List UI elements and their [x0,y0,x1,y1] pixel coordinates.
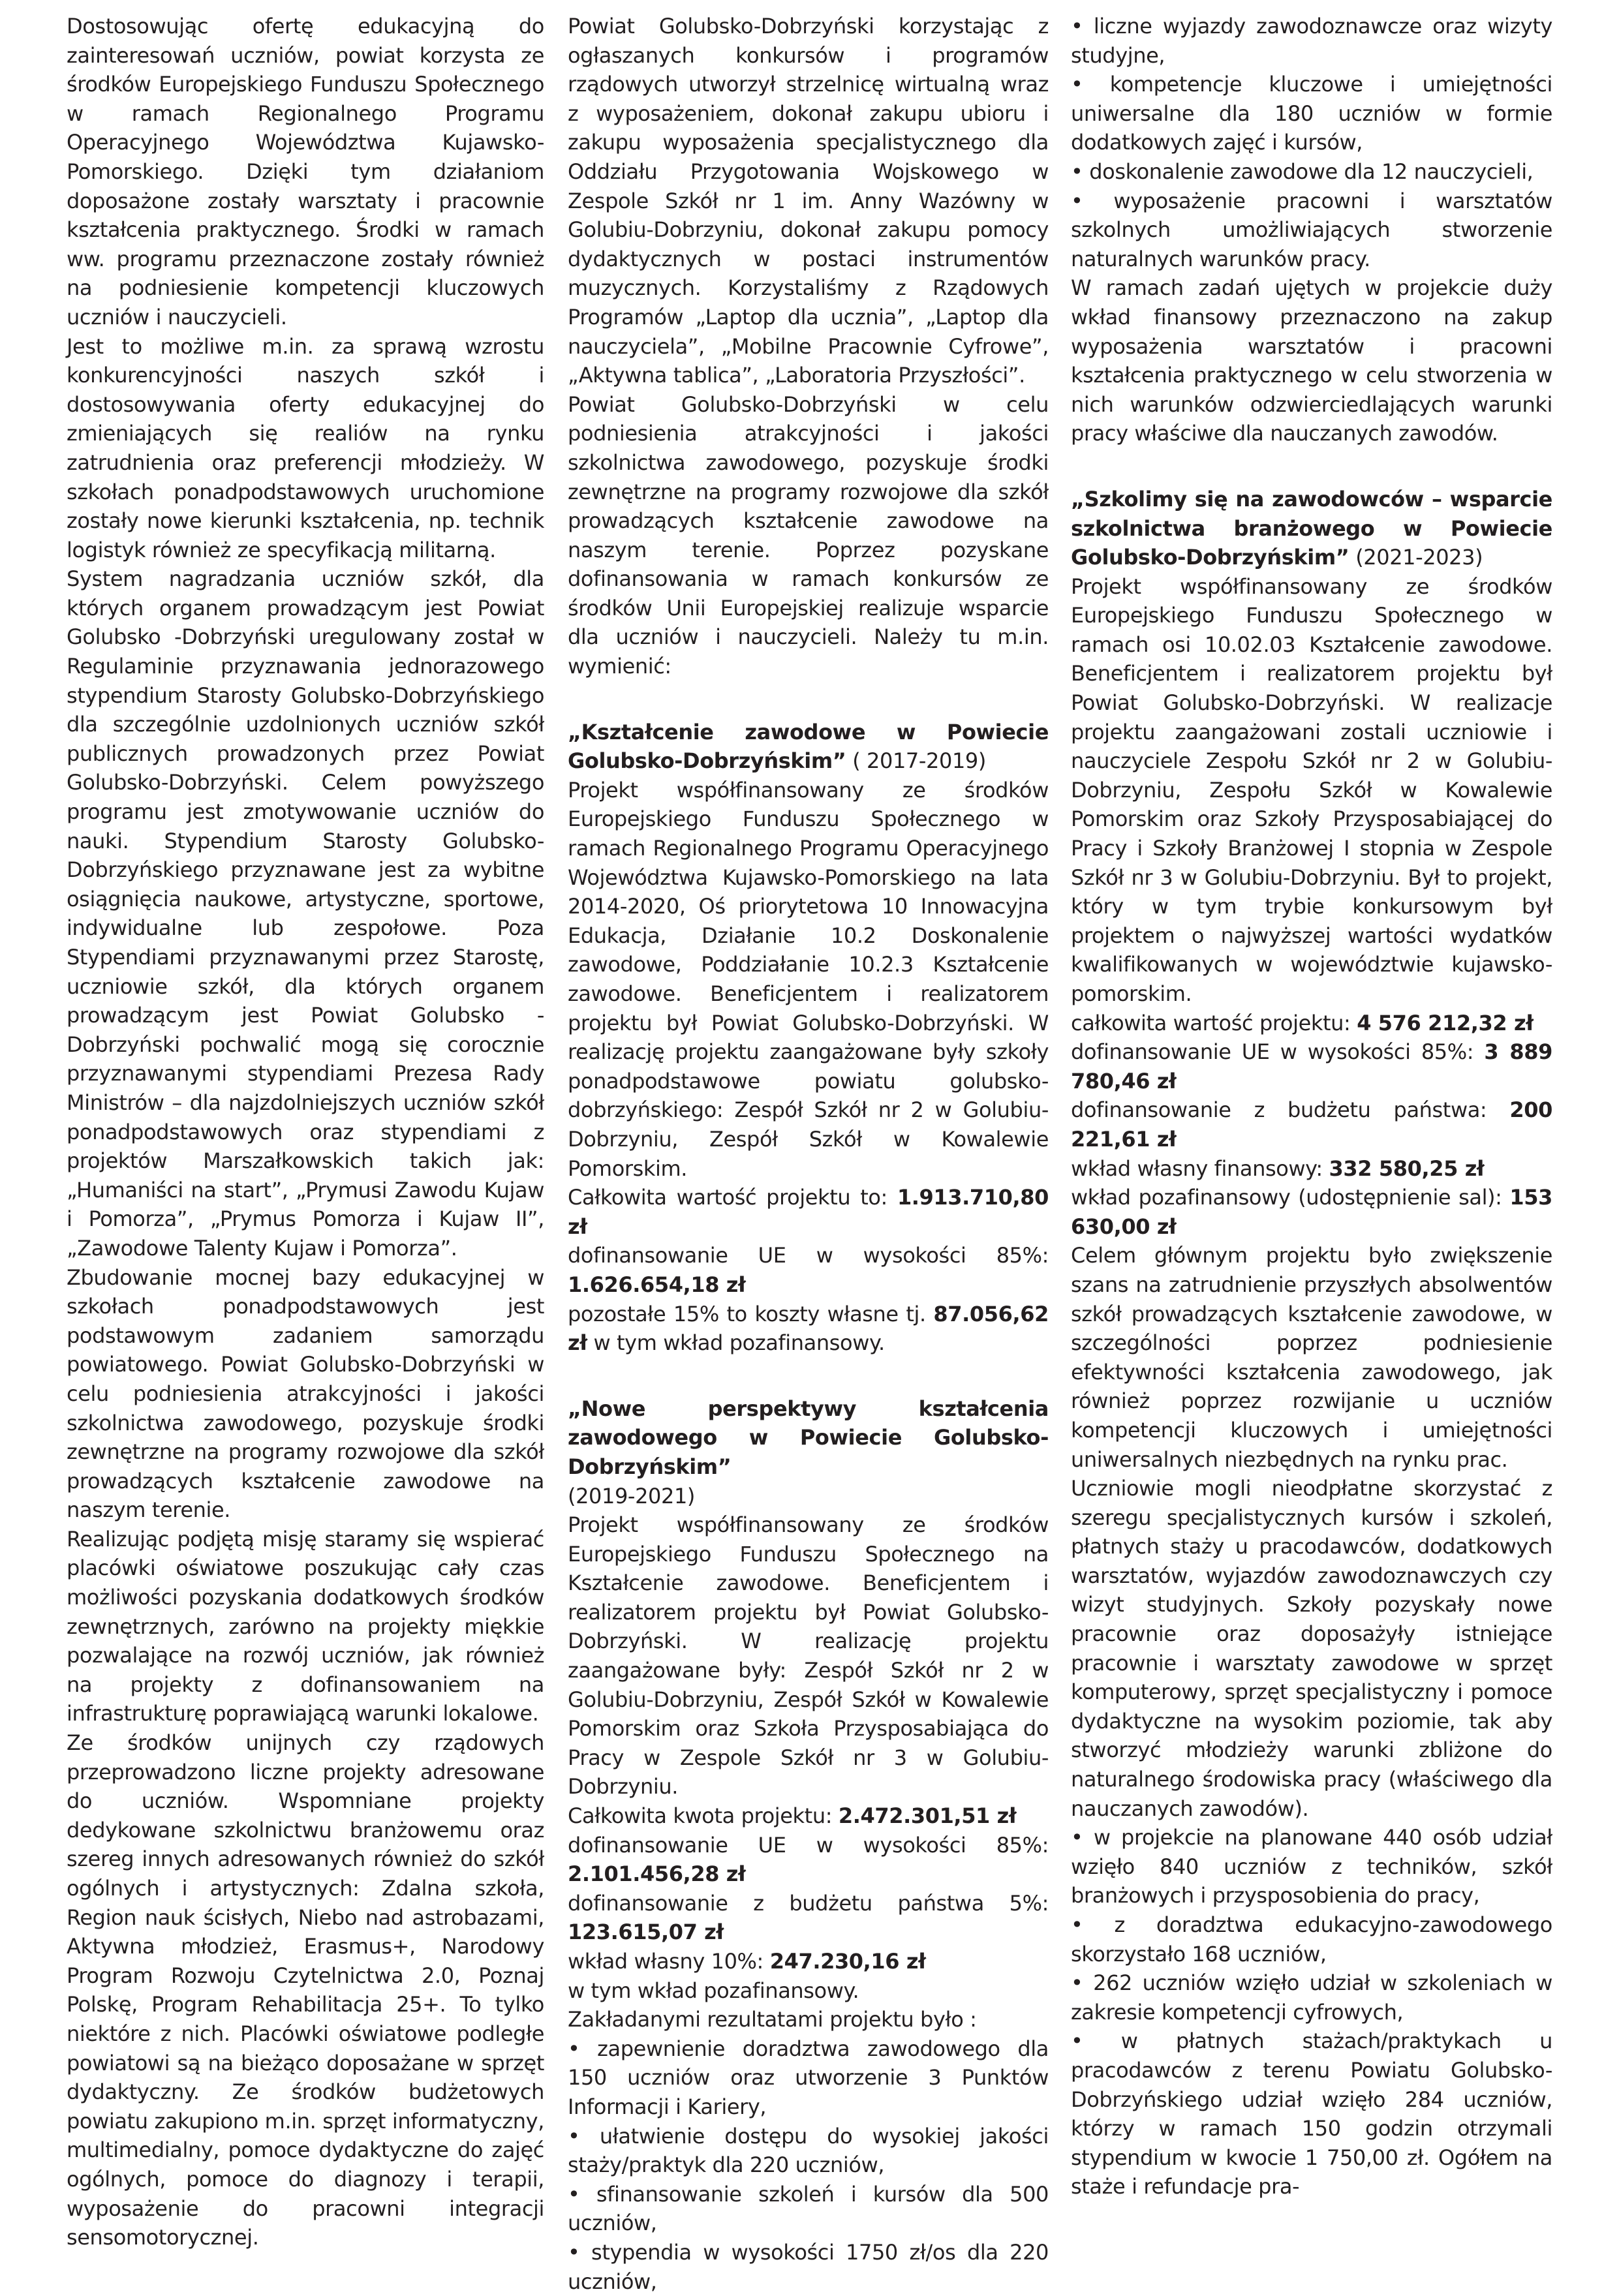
paragraph-competitiveness: Jest to możliwe m.in. za sprawą wzrostu konkurencyjności naszych szkół i dostosowywania oferty edukacyjnej do zmieniających się realiów na rynku zatrudnienia oraz preferencji młodzieży. W szkołach ponadpodstawowych uruchomione zostały nowe kierunki kształcenia, np. technik logistyk również ze specyfikacją militarną. [67,333,544,562]
paragraph-project-2019: Projekt współfinansowany ze środków Europejskiego Funduszu Społecznego na Kształcenie zawodowe. Beneficjentem i realizatorem projektu był Powiat Golubsko-Dobrzyński. W realizację projektu zaangażowane były: Zespół Szkół nr 2 w Golubiu-Dobrzyniu, Zespół Szkół w Kowalewie Pomorskim oraz Szkoła Przysposabiająca do Pracy w Zespole Szkół nr 3 w Golubiu-Dobrzyniu. [568,1512,1049,1799]
paragraph-mission: Realizując podjętą misję staramy się wspierać placówki oświatowe poszukując cały czas możliwości pozyskania dodatkowych środków zewnętrznych, zarówno na projekty miękkie pozwalające na rozwój uczniów, jak również na projekty z dofinansowaniem na infrastrukturę poprawiającą warunki lokalowe. [67,1526,544,1726]
value-state-2021: dofinansowanie z budżetu państwa: 200 221,61 zł [1071,1097,1552,1152]
paragraph-offer: Dostosowując ofertę edukacyjną do zainteresowań uczniów, powiat korzysta ze środków Europejskiego Funduszu Społecznego w ramach Regionalnego Programu Operacyjnego Województwa Kujawsko-Pomorskiego. Dzięki tym działaniom doposażone zostały warsztaty i pracownie kształcenia praktycznego. Środki w ramach ww. programu przeznaczone zostały również na podniesienie kompetencji kluczowych uczniów i nauczycieli. [67,14,544,329]
list-item: • stypendia w wysokości 1750 zł/os dla 220 uczniów, [568,2239,1049,2294]
heading-project-2021: „Szkolimy się na zawodowców – wsparcie szkolnictwa branżowego w Powiecie Golubsko-Dobrzyńskim” (2021-2023) [1071,486,1552,570]
spacer [568,681,1049,718]
value-eu-2019: dofinansowanie UE w wysokości 85%: 2.101.456,28 zł [568,1832,1049,1887]
paragraph-project-2017: Projekt współfinansowany ze środków Europejskiego Funduszu Społecznego w ramach Regionalnego Programu Operacyjnego Województwa Kujawsko-Pomorskiego na lata 2014-2020, Oś priorytetowa 10 Innowacyjna Edukacja, Działanie 10.2 Doskonalenie zawodowe, Poddziałanie 10.2.3 Kształcenie zawodowe. Beneficjentem i realizatorem projektu był Powiat Golubsko-Dobrzyński. W realizację projektu zaangażowane były szkoły ponadpodstawowe powiatu golubsko-dobrzyńskiego: Zespół Szkół nr 2 w Golubiu-Dobrzyniu, Zespół Szkół w Kowalewie Pomorskim. [568,777,1049,1181]
paragraph-goal: Celem głównym projektu było zwiększenie szans na zatrudnienie przyszłych absolwentów szkół prowadzących kształcenie zawodowe, w szczególności poprzez podniesienie efektywności kształcenia zawodowego, jak również poprzez rozwijanie u uczniów kompetencji kluczowych i umiejętności uniwersalnych niezbędnych na rynku prac. [1071,1243,1552,1472]
paragraph-projects: Ze środków unijnych czy rządowych przeprowadzono liczne projekty adresowane do uczniów. Wspomniane projekty dedykowane szkolnictwu branżowemu oraz szereg innych adresowanych również do szkół ogólnych i artystycznych: Zdalna szkoła, Region nauk ścisłych, Niebo nad astrobazami, Aktywna młodzież, Erasmus+, Narodowy Program Rozwoju Czytelnictwa 2.0, Poznaj Polskę, Program Rehabilitacja 25+. To tylko niektóre z nich. Placówki oświatowe podległe powiatowi są na bieżąco doposażane w sprzęt dydaktyczny. Ze środków budżetowych powiatu zakupiono m.in. sprzęt informatyczny, multimedialny, pomoce dydaktyczne do zajęć ogólnych, pomoce do diagnozy i terapii, wyposażenie do pracowni integracji sensomotorycznej. [67,1730,544,2250]
spacer [568,1358,1049,1394]
value-eu-2017: dofinansowanie UE w wysokości 85%: 1.626.654,18 zł [568,1243,1049,1297]
column-left [67,12,544,2252]
paragraph-government-programs: Powiat Golubsko-Dobrzyński korzystając z ogłaszanych konkursów i programów rządowych utworzył strzelnicę wirtualną wraz z wyposażeniem, dokonał zakupu ubioru i zakupu wyposażenia specjalistycznego dla Oddziału Przygotowania Wojskowego w Zespole Szkół nr 1 im. Anny Wazówny w Golubiu-Dobrzyniu, dokonał zakupu pomocy dydaktycznych w postaci instrumentów muzycznych. Korzystaliśmy z Rządowych Programów „Laptop dla ucznia”, „Laptop dla nauczyciela”, „Mobilne Pracownie Cyfrowe”, „Aktywna tablica”, „Laboratoria Przyszłości”. [568,14,1049,388]
paragraph-students: Uczniowie mogli nieodpłatne skorzystać z szeregu specjalistycznych kursów i szkoleń, płatnych staży u pracodawców, dodatkowych warsztatów, wyjazdów zawodoznawczych czy wizyt studyjnych. Szkoły pozyskały nowe pracownie oraz doposażyły istniejące pracownie i warsztaty zawodowe w sprzęt komputerowy, sprzęt specjalistyczny i pomoce dydaktyczne na wysokim poziomie, tak aby stworzyć młodzieży warunki zbliżone do naturalnego środowiska pracy (właściwego dla nauczanych zawodów). [1071,1476,1552,1821]
results-intro: Zakładanymi rezultatami projektu było : [568,2007,977,2032]
list-item: • zapewnienie doradztwa zawodowego dla 150 uczniów oraz utworzenie 3 Punktów Informacji i Kariery, [568,2036,1049,2119]
value-own-2021: wkład własny finansowy: 332 580,25 zł [1071,1156,1485,1181]
value-state-2019: dofinansowanie z budżetu państwa 5%: 123.615,07 zł [568,1890,1049,1945]
list-item: • doskonalenie zawodowe dla 12 nauczycieli, [1071,159,1534,184]
paragraph-scholarships: System nagradzania uczniów szkół, dla których organem prowadzącym jest Powiat Golubsko -Dobrzyński uregulowany został w Regulaminie przyznawania jednorazowego stypendium Starosty Golubsko-Dobrzyńskiego dla szczególnie uzdolnionych uczniów szkół publicznych prowadzonych przez Powiat Golubsko-Dobrzyński. Celem powyższego programu jest zmotywowanie uczniów do nauki. Stypendium Starosty Golubsko-Dobrzyńskiego przyznawane jest za wybitne osiągnięcia naukowe, artystyczne, sportowe, indywidualne lub zespołowe. Poza Stypendiami przyznawanymi przez Starostę, uczniowie szkół, dla których organem prowadzącym jest Powiat Golubsko -Dobrzyński pochwalić mogą się corocznie przyznawanymi stypendiami Prezesa Rady Ministrów – dla najzdolniejszych uczniów szkół ponadpodstawowych oraz stypendiami z projektów Marszałkowskich takich jak: „Humaniści na start”, „Prymusi Zawodu Kujaw i Pomorza”, „Prymus Pomorza i Kujaw II”, „Zawodowe Talenty Kujaw i Pomorza”. [67,566,544,1261]
value-total-2021: całkowita wartość projektu: 4 576 212,32 zł [1071,1010,1534,1035]
spacer [1071,448,1552,485]
list-item: • z doradztwa edukacyjno-zawodowego skorzystało 168 uczniów, [1071,1912,1552,1967]
value-total-2017: Całkowita wartość projektu to: 1.913.710,80 zł [568,1185,1049,1239]
paragraph-education-base: Zbudowanie mocnej bazy edukacyjnej w szkołach ponadpodstawowych jest podstawowym zadaniem samorządu powiatowego. Powiat Golubsko-Dobrzyński w celu podniesienia atrakcyjności i jakości szkolnictwa zawodowego, pozyskuje środki zewnętrzne na programy rozwojowe dla szkół prowadzących kształcenie zawodowe na naszym terenie. [67,1264,544,1523]
list-item: • kompetencje kluczowe i umiejętności uniwersalne dla 180 uczniów w formie dodatkowych zajęć i kursów, [1071,72,1552,155]
value-nonfinancial-2019: w tym wkład pozafinansowy. [568,1978,859,2003]
list-item: • wyposażenie pracowni i warsztatów szkolnych umożliwiających stworzenie naturalnych warunków pracy. [1071,188,1552,271]
list-item: • ułatwienie dostępu do wysokiej jakości staży/praktyk dla 220 uczniów, [568,2123,1049,2178]
value-own-2019: wkład własny 10%: 247.230,16 zł [568,1949,926,1974]
paragraph-eu-support: Powiat Golubsko-Dobrzyński w celu podniesienia atrakcyjności i jakości szkolnictwa zawodowego, pozyskuje środki zewnętrzne na programy rozwojowe dla szkół prowadzących kształcenie zawodowe na naszym terenie. Poprzez pozyskane dofinansowania w ramach konkursów ze środków Unii Europejskiej realizuje wsparcie dla uczniów i nauczycieli. Należy tu m.in. wymienić: [568,391,1049,679]
paragraph-project-2021: Projekt współfinansowany ze środków Europejskiego Funduszu Społecznego w ramach osi 10.02.03 Kształcenie zawodowe. Beneficjentem i realizatorem projektu był Powiat Golubsko-Dobrzyński. W realizacje projektu zaangażowani zostali uczniowie i nauczyciele Zespołu Szkół nr 2 w Golubiu-Dobrzyniu, Zespołu Szkół w Kowalewie Pomorskim oraz Szkoły Przysposabiającej do Pracy i Szkoły Branżowej I stopnia w Zespole Szkół nr 3 w Golubiu-Dobrzyniu. Był to projekt, który w tym trybie konkursowym był projektem o najwyższej wartości wydatków kwalifikowanych w województwie kujawsko-pomorskim. [1071,574,1552,1006]
list-item: • liczne wyjazdy zawodoznawcze oraz wizyty studyjne, [1071,14,1552,68]
value-own-2017: pozostałe 15% to koszty własne tj. 87.056,62 zł w tym wkład pozafinansowy. [568,1301,1049,1356]
column-middle [568,12,1049,2296]
list-item: • w płatnych stażach/praktykach u pracodawców z terenu Powiatu Golubsko-Dobrzyńskiego udział wzięło 284 uczniów, którzy w ramach 150 godzin otrzymali stypendium w kwocie 1 750,00 zł. Ogółem na staże i refundacje pra- [1071,2028,1552,2199]
project-2019-years: (2019-2021) [568,1483,695,1508]
column-right [1071,12,1552,2201]
heading-project-2019: „Nowe perspektywy kształcenia zawodowego w Powiecie Golubsko-Dobrzyńskim” [568,1396,1049,1479]
value-eu-2021: dofinansowanie UE w wysokości 85%: 3 889 780,46 zł [1071,1039,1552,1094]
list-item: • 262 uczniów wzięło udział w szkoleniach w zakresie kompetencji cyfrowych, [1071,1970,1552,2025]
value-nonfinancial-2021: wkład pozafinansowy (udostępnienie sal): 153 630,00 zł [1071,1185,1552,1239]
list-item: • w projekcie na planowane 440 osób udział wzięło 840 uczniów z techników, szkół branżowych i przysposobienia do pracy, [1071,1825,1552,1908]
value-total-2019: Całkowita kwota projektu: 2.472.301,51 zł [568,1803,1017,1829]
heading-project-2017: „Kształcenie zawodowe w Powiecie Golubsko-Dobrzyńskim” ( 2017-2019) [568,719,1049,774]
paragraph-equipment: W ramach zadań ujętych w projekcie duży wkład finansowy przeznaczono na zakup wyposażenia warsztatów i pracowni kształcenia praktycznego w celu stworzenia w nich warunków odzwierciedlających warunki pracy właściwe dla nauczanych zawodów. [1071,275,1552,446]
list-item: • sfinansowanie szkoleń i kursów dla 500 uczniów, [568,2181,1049,2236]
